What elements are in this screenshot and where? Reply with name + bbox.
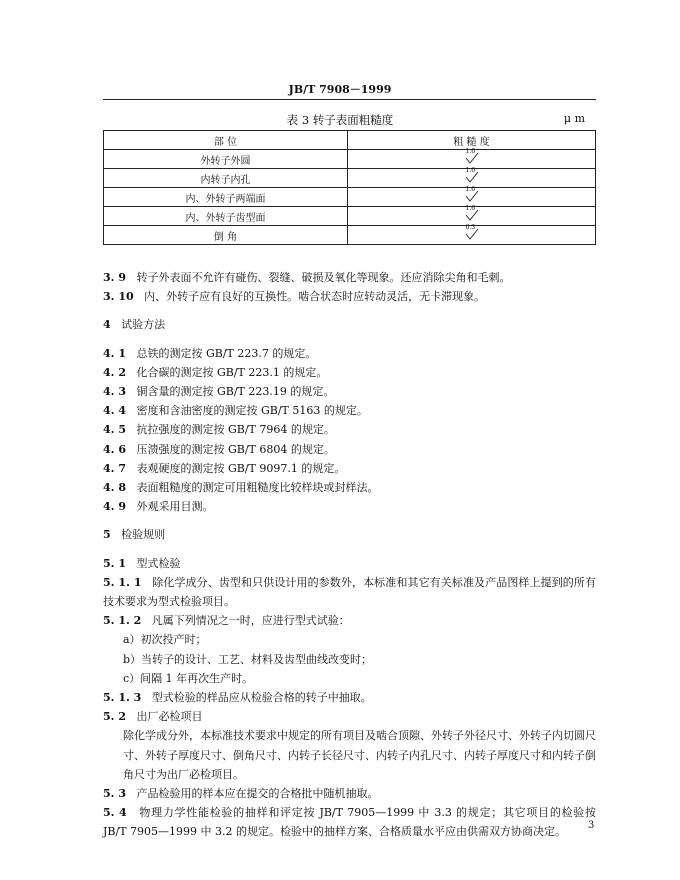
roughness-value: 1.6 [465,148,476,155]
clause-number: 5. 2 [103,710,126,724]
clause [103,459,596,478]
roughness-table [103,130,596,245]
clause [103,554,596,573]
roughness-value: 6.3 [465,224,476,231]
roughness-symbol-icon [464,167,480,184]
clause-number: 5. 1. 3 [103,691,142,705]
table-row [104,169,596,188]
list-item [103,630,596,649]
clause-text: 铜含量的测定按 GB/T 223.19 的规定。 [136,385,335,399]
part-cell: 内、外转子齿型面 [104,207,348,226]
standard-header: JB/T 7908－1999 [288,83,392,96]
clause [103,497,596,516]
clause-number: 4. 3 [103,385,126,399]
clause [103,726,596,784]
section-heading [103,315,596,334]
clause [103,688,596,707]
clause-number: 5 [103,528,111,542]
clause-text: 抗拉强度的测定按 GB/T 7964 的规定。 [136,423,335,437]
header-roughness: 粗 糙 度 [348,131,596,150]
roughness-value: 1.6 [465,186,476,193]
roughness-symbol-icon [464,205,480,222]
header-part: 部 位 [104,131,348,150]
clause-text: 凡属下列情况之一时，应进行型式试验： [151,614,350,628]
clause [103,382,596,401]
clause-number: 5. 1. 1 [103,575,142,589]
clause-text: 压溃强度的测定按 GB/T 6804 的规定。 [136,442,335,456]
clause-text: 内、外转子应有良好的互换性。啮合状态时应转动灵活，无卡滞现象。 [144,290,486,304]
table-row [104,207,596,226]
table-header-row [104,131,596,150]
clause-number: 5. 4 [103,806,127,820]
table-row [104,150,596,169]
clause-number: 5. 3 [103,787,126,801]
clause-text: 除化学成分、齿型和只供设计用的参数外，本标准和其它有关标准及产品图样上提到的所有技术要求为型式检验项目。 [103,575,597,609]
clause-text: 外观采用目测。 [136,500,214,514]
clause-text: 型式检验的样品应从检验合格的转子中抽取。 [151,691,372,705]
roughness-symbol-icon [464,224,480,241]
clause [103,440,596,459]
roughness-symbol-icon [464,186,480,203]
clause-text: c）间隔 1 年再次生产时。 [123,671,254,685]
clause-text: 型式检验 [136,556,181,570]
clause [103,268,596,287]
clause [103,707,596,726]
clause-number: 5. 1 [103,556,126,570]
part-cell: 外转子外圆 [104,150,348,169]
roughness-value: 1.6 [465,205,476,212]
list-item [103,669,596,688]
clause-text: 表面粗糙度的测定可用粗糙度比较样块或封样法。 [136,481,379,495]
clause [103,287,596,306]
clause-number: 4. 5 [103,423,126,437]
clause-text: 试验方法 [121,318,166,332]
clause [103,803,596,841]
part-cell: 内、外转子两端面 [104,188,348,207]
clause-text: 物理力学性能检验的抽样和评定按 JB/T 7905—1999 中 3.3 的规定；其它项目的检验按 JB/T 7905—1999 中 3.2 的规定。检验中的抽样方案、合格质量水平应由供需双方协商决定。 [103,806,597,839]
table-row [104,226,596,245]
roughness-value: 1.6 [465,167,476,174]
header-rule [103,99,596,100]
clause-text: 表观硬度的测定按 GB/T 9097.1 的规定。 [136,461,346,475]
clause-number: 4. 9 [103,500,126,514]
roughness-symbol-icon [464,148,480,165]
body-text [103,268,596,842]
clause-number: 4. 1 [103,346,126,360]
clause-number: 3. 9 [103,271,126,284]
clause-text: 除化学成分外，本标准技术要求中规定的所有项目及啮合顶隙、外转子外径尺寸、外转子内切圆尺寸、外转子厚度尺寸、倒角尺寸、内转子长径尺寸、内转子内孔尺寸、内转子厚度尺寸和内转子倒角尺寸为出厂必检项目。 [123,729,596,781]
clause-number: 5. 1. 2 [103,614,142,628]
list-item [103,650,596,669]
clause-number: 3. 10 [103,290,134,304]
clause-text: b）当转子的设计、工艺、材料及齿型曲线改变时； [123,652,373,666]
clause-text: 转子外表面不允许有碰伤、裂缝、破损及氧化等现象。还应消除尖角和毛刺。 [136,271,511,284]
clause-number: 4. 7 [103,461,126,475]
clause-text: a）初次投产时； [123,633,207,647]
clause-text: 检验规则 [121,528,166,542]
part-cell: 倒 角 [104,226,348,245]
clause [103,363,596,382]
part-cell: 内转子内孔 [104,169,348,188]
clause [103,344,596,363]
clause-number: 4. 2 [103,365,126,379]
clause [103,784,596,803]
table-row [104,188,596,207]
clause [103,401,596,420]
clause-text: 化合碳的测定按 GB/T 223.1 的规定。 [136,365,328,379]
clause-text: 总铁的测定按 GB/T 223.7 的规定。 [136,346,317,360]
clause [103,478,596,497]
clause-number: 4 [103,318,111,332]
clause-number: 4. 8 [103,481,126,495]
clause-text: 产品检验用的样本应在提交的合格批中随机抽取。 [136,787,379,801]
clause-number: 4. 4 [103,404,126,418]
clause [103,420,596,439]
clause [103,611,596,630]
clause-text: 出厂必检项目 [136,710,203,724]
table-caption: 表 3 转子表面粗糙度 [286,113,394,127]
clause-text: 密度和含油密度的测定按 GB/T 5163 的规定。 [136,404,368,418]
clause [103,573,596,611]
section-heading [103,525,596,544]
page-number: 3 [588,820,595,831]
table-unit: μ m [563,112,585,125]
clause-number: 4. 6 [103,442,126,456]
